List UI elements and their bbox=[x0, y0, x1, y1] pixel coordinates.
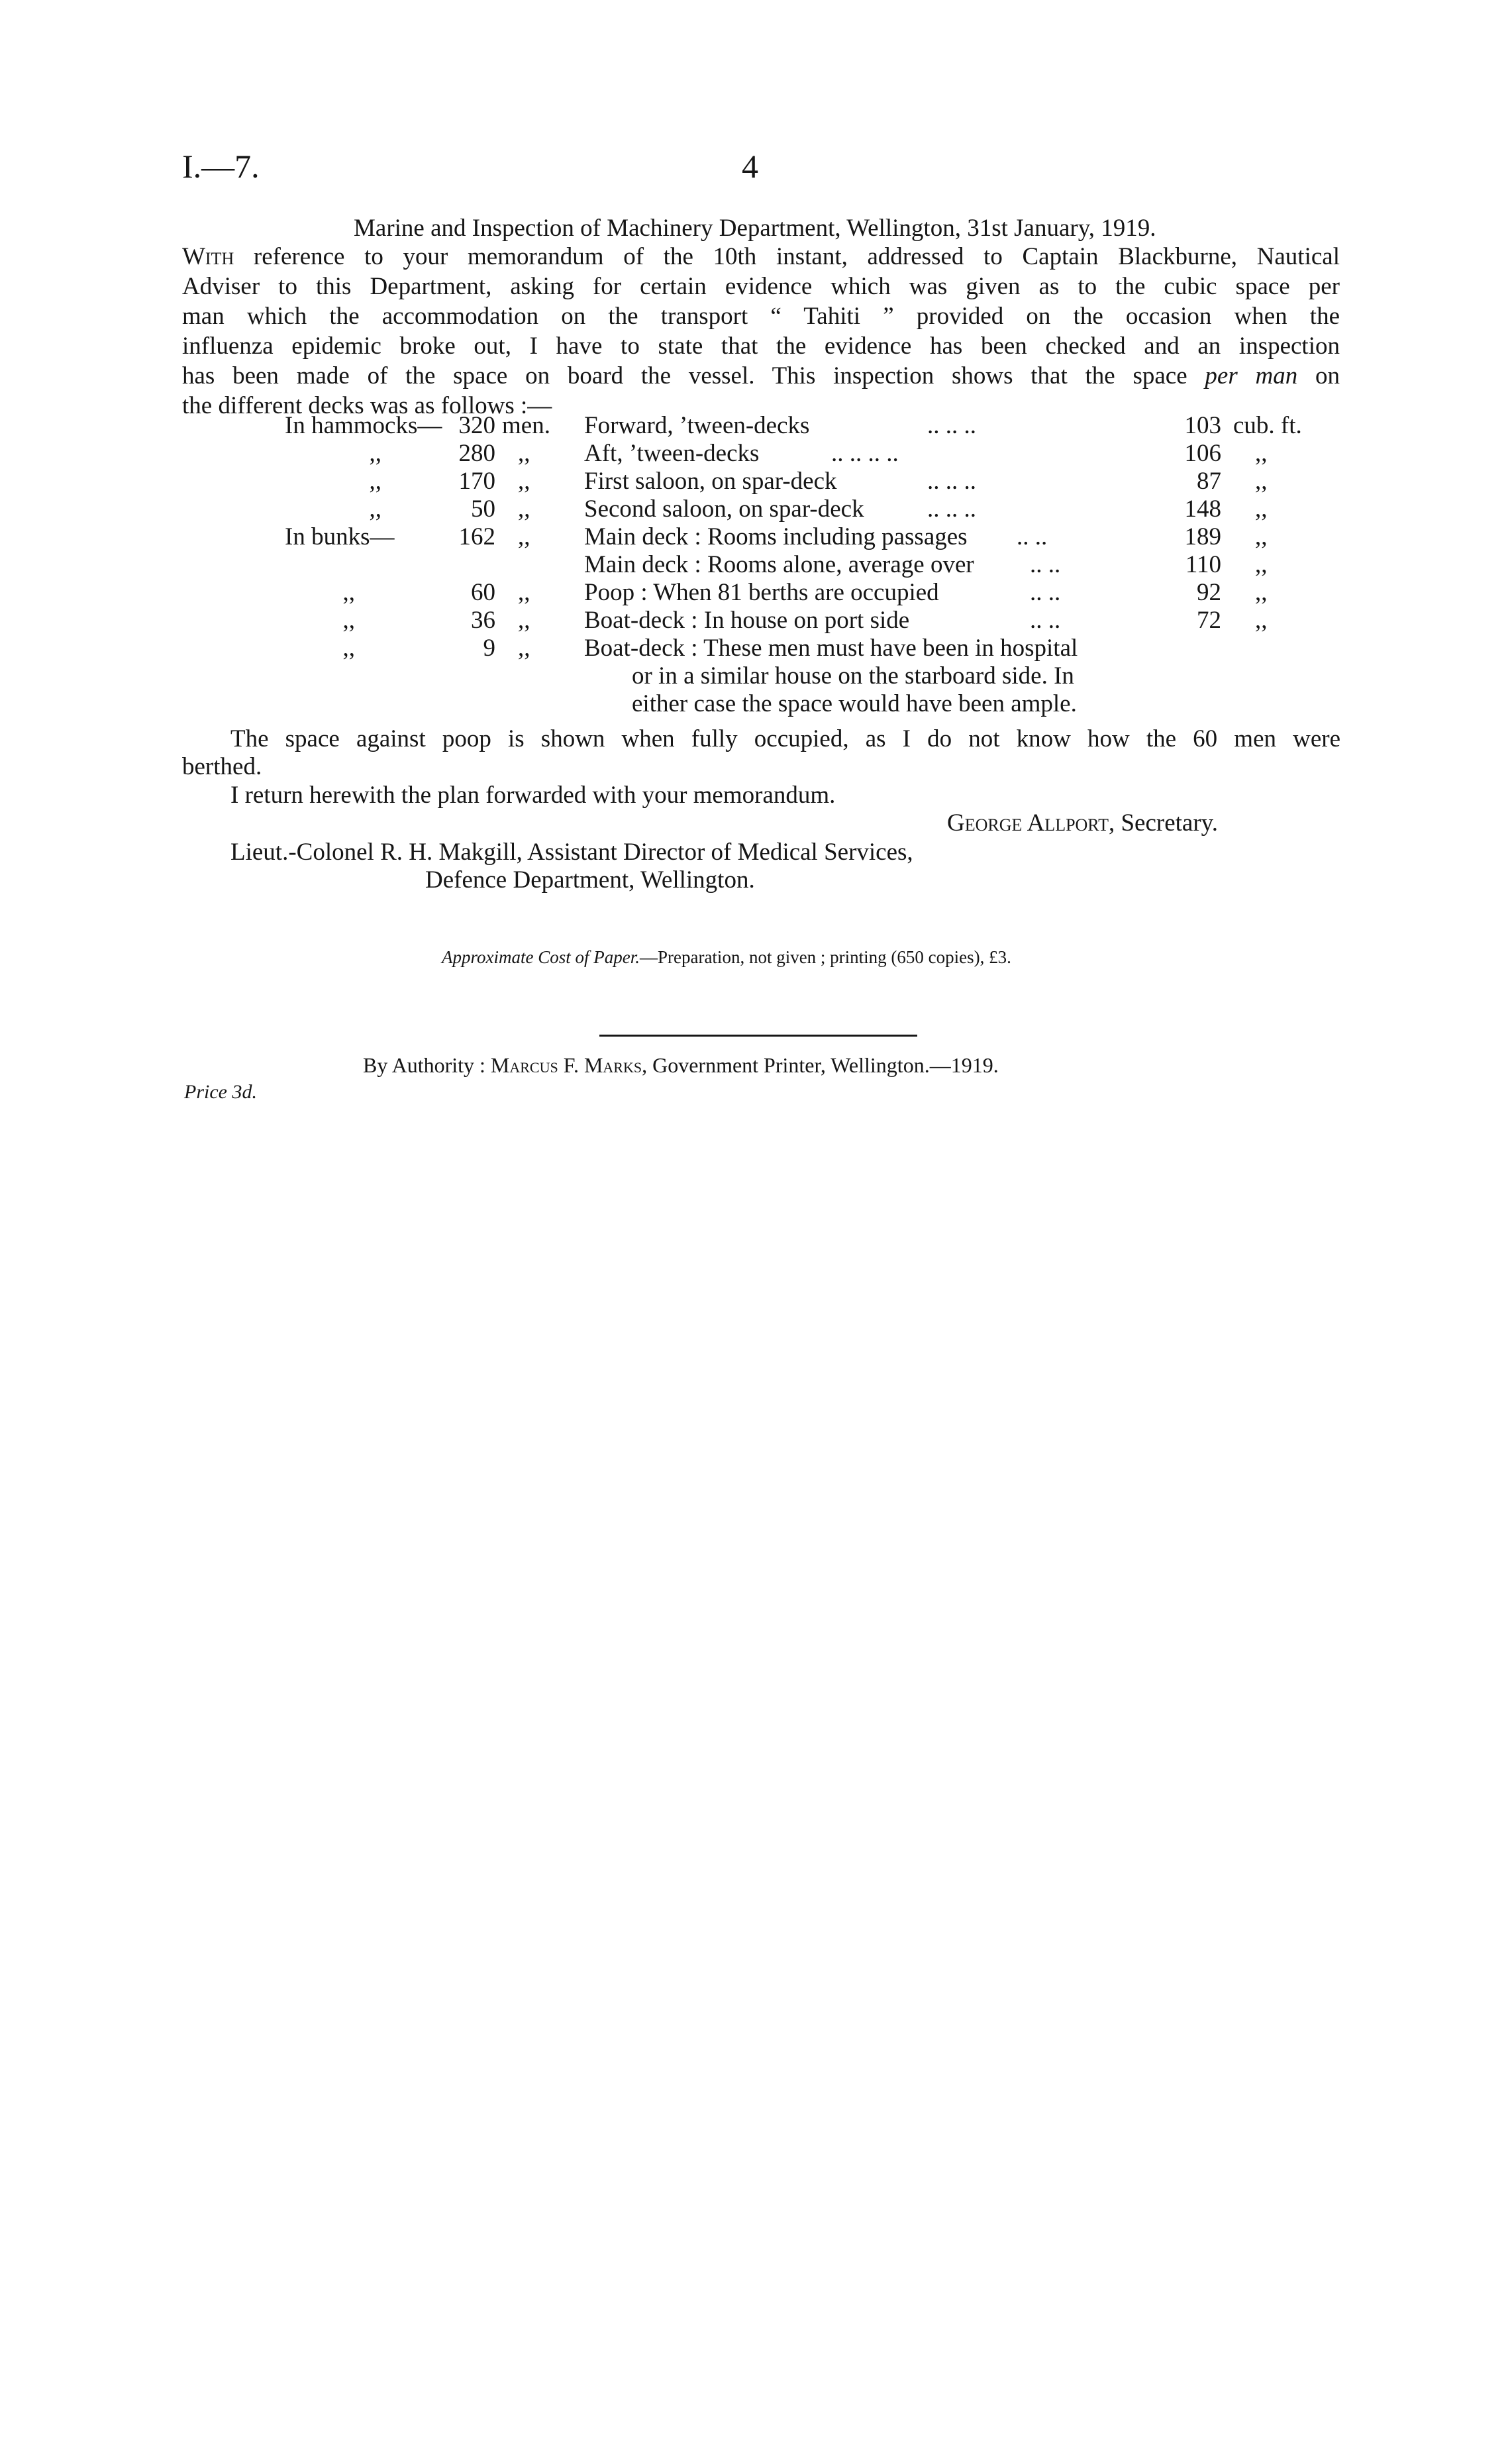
cubic-space: 106 bbox=[1184, 440, 1221, 467]
cubic-space-unit: cub. ft. bbox=[1233, 412, 1302, 439]
men-count: 50 bbox=[471, 495, 495, 523]
men-count: 9 bbox=[483, 635, 495, 662]
price: Price 3d. bbox=[184, 1081, 257, 1103]
printer-imprint: By Authority : Marcus F. Marks, Government Printer, Wellington.—1919. bbox=[363, 1053, 999, 1077]
men-count: 280 bbox=[458, 440, 495, 467]
table-note-line: or in a similar house on the starboard side. In bbox=[632, 662, 1074, 690]
men-count: 60 bbox=[471, 579, 495, 606]
leader-dots: .. .. .. .. bbox=[831, 440, 899, 467]
cubic-space-unit: ,, bbox=[1255, 523, 1268, 550]
table-row bbox=[0, 633, 1510, 663]
table-row bbox=[0, 550, 1510, 580]
deck-location: Forward, ’tween-decks bbox=[584, 412, 810, 439]
body-line: the different decks was as follows :— bbox=[182, 392, 552, 419]
addressee-line: Lieut.-Colonel R. H. Makgill, Assistant Director of Medical Services, bbox=[230, 839, 913, 866]
body-line: man which the accommodation on the transport “ Tahiti ” provided on the occasion when the bbox=[182, 303, 1340, 330]
table-row bbox=[0, 466, 1510, 496]
signature bbox=[947, 808, 1218, 838]
cubic-space-unit: ,, bbox=[1255, 551, 1268, 578]
deck-location: Second saloon, on spar-deck bbox=[584, 495, 864, 523]
return-note: I return herewith the plan forwarded with your memorandum. bbox=[230, 782, 836, 809]
page-number: 4 bbox=[742, 148, 758, 185]
table-row bbox=[0, 522, 1510, 552]
berth-type: In hammocks— bbox=[285, 412, 442, 439]
deck-location: Poop : When 81 berths are occupied bbox=[584, 579, 939, 606]
men-count: 170 bbox=[458, 468, 495, 495]
berth-type: ,, bbox=[342, 579, 355, 606]
dateline: Marine and Inspection of Machinery Department, Wellington, 31st January, 1919. bbox=[354, 215, 1156, 242]
signatory-title: , Secretary. bbox=[1108, 809, 1219, 837]
leader-dots: .. .. bbox=[1030, 579, 1061, 606]
document-reference: I.—7. bbox=[182, 148, 260, 185]
men-unit: ,, bbox=[518, 523, 530, 550]
cubic-space: 110 bbox=[1185, 551, 1221, 578]
cost-text: —Preparation, not given ; printing (650 copies), £3. bbox=[639, 947, 1011, 967]
cost-label: Approximate Cost of Paper. bbox=[442, 947, 640, 967]
cubic-space-unit: ,, bbox=[1255, 607, 1268, 634]
body-line: With reference to your memorandum of the 10th instant, addressed to Captain Blackburne, Nautical bbox=[182, 243, 1340, 270]
emphasis: per man bbox=[1205, 362, 1298, 389]
body-lead-word: With bbox=[182, 243, 234, 270]
cubic-space: 72 bbox=[1197, 607, 1221, 634]
cubic-space-unit: ,, bbox=[1255, 579, 1268, 606]
letter-body bbox=[182, 242, 1340, 421]
printer-name: Marcus F. Marks bbox=[490, 1053, 642, 1077]
cubic-space: 148 bbox=[1184, 495, 1221, 523]
deck-location: Main deck : Rooms including passages bbox=[584, 523, 968, 550]
deck-location: First saloon, on spar-deck bbox=[584, 468, 837, 495]
poop-note-line: berthed. bbox=[182, 753, 262, 780]
cubic-space: 189 bbox=[1184, 523, 1221, 550]
cubic-space: 103 bbox=[1184, 412, 1221, 439]
men-count: 320 bbox=[458, 412, 495, 439]
table-row bbox=[0, 494, 1510, 524]
men-unit: ,, bbox=[518, 440, 530, 467]
table-row bbox=[0, 438, 1510, 468]
cubic-space-unit: ,, bbox=[1255, 495, 1268, 523]
body-line: influenza epidemic broke out, I have to state that the evidence has been checked and an inspection bbox=[182, 333, 1340, 360]
table-row bbox=[0, 411, 1510, 440]
cubic-space-unit: ,, bbox=[1255, 440, 1268, 467]
berth-type: ,, bbox=[342, 635, 355, 662]
cubic-space-unit: ,, bbox=[1255, 468, 1268, 495]
leader-dots: .. .. .. bbox=[927, 468, 976, 495]
leader-dots: .. .. .. bbox=[927, 412, 976, 439]
deck-location: Main deck : Rooms alone, average over bbox=[584, 551, 974, 578]
berth-type: ,, bbox=[369, 440, 381, 467]
table-row bbox=[0, 578, 1510, 607]
men-unit: ,, bbox=[518, 468, 530, 495]
leader-dots: .. .. bbox=[1030, 607, 1061, 634]
body-line: has been made of the space on board the vessel. This inspection shows that the space per man on bbox=[182, 362, 1340, 389]
berth-type: ,, bbox=[369, 495, 381, 523]
divider-rule bbox=[599, 1035, 917, 1037]
berth-type: In bunks— bbox=[285, 523, 395, 550]
deck-location: Boat-deck : These men must have been in hospital bbox=[584, 635, 1078, 662]
table-note-line: either case the space would have been ample. bbox=[632, 690, 1077, 717]
men-count: 162 bbox=[458, 523, 495, 550]
men-unit: ,, bbox=[518, 495, 530, 523]
cubic-space: 92 bbox=[1197, 579, 1221, 606]
men-unit: men. bbox=[502, 412, 550, 439]
leader-dots: .. .. .. bbox=[927, 495, 976, 523]
leader-dots: .. .. bbox=[1030, 551, 1061, 578]
signatory-name: George Allport bbox=[947, 809, 1109, 837]
men-count: 36 bbox=[471, 607, 495, 634]
berth-type: ,, bbox=[369, 468, 381, 495]
men-unit: ,, bbox=[518, 607, 530, 634]
table-row bbox=[0, 605, 1510, 635]
poop-note-line: The space against poop is shown when fully occupied, as I do not know how the 60 men were bbox=[230, 725, 1340, 752]
men-unit: ,, bbox=[518, 579, 530, 606]
leader-dots: .. .. bbox=[1017, 523, 1048, 550]
addressee-line: Defence Department, Wellington. bbox=[425, 866, 755, 894]
berth-type: ,, bbox=[342, 607, 355, 634]
cost-statement bbox=[442, 947, 1011, 968]
men-unit: ,, bbox=[518, 635, 530, 662]
cubic-space: 87 bbox=[1197, 468, 1221, 495]
body-line: Adviser to this Department, asking for certain evidence which was given as to the cubic space per bbox=[182, 273, 1340, 300]
deck-location: Boat-deck : In house on port side bbox=[584, 607, 910, 634]
deck-location: Aft, ’tween-decks bbox=[584, 440, 760, 467]
